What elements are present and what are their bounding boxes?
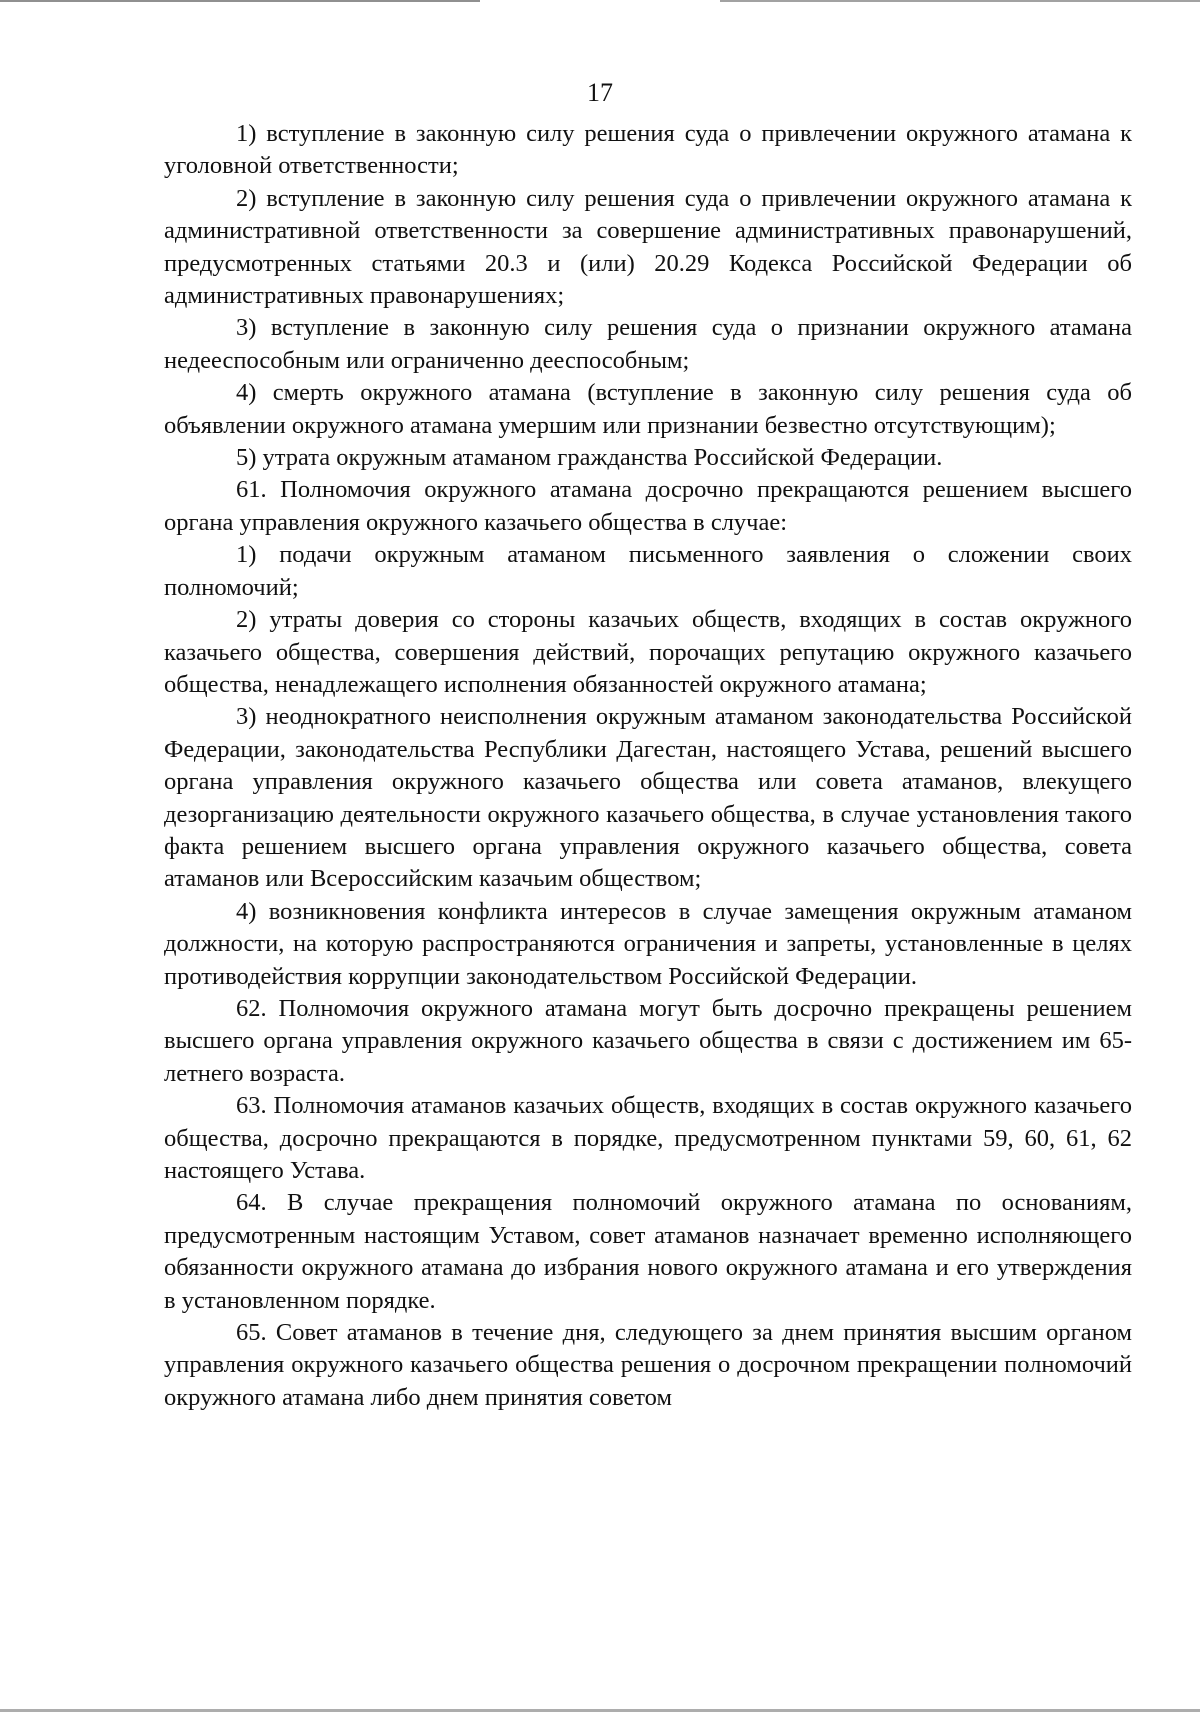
paragraph-item-5-citizenship: 5) утрата окружным атаманом гражданства Российской Федерации.	[236, 444, 943, 472]
paragraph-clause-61: 61. Полномочия окружного атамана досрочно прекращаются решением высшего органа управления окружного казачьего общества в случае:	[164, 476, 1132, 536]
paragraph-item-1-criminal: 1) вступление в законную силу решения суда о привлечении окружного атамана к уголовной ответственности;	[164, 120, 1132, 180]
paragraph-clause-65: 65. Совет атаманов в течение дня, следующего за днем принятия высшим органом управления окружного казачьего общества решения о досрочном прекращении полномочий окружного атамана либо днем принятия советом	[164, 1319, 1132, 1411]
paragraph-clause-62: 62. Полномочия окружного атамана могут быть досрочно прекращены решением высшего органа управления окружного казачьего общества в связи с достижением им 65-летнего возраста.	[164, 994, 1132, 1087]
paragraph-clause-63: 63. Полномочия атаманов казачьих обществ, входящих в состав окружного казачьего общества, досрочно прекращаются в порядке, предусмотренном пунктами 59, 60, 61, 62 настоящего Устава.	[164, 1092, 1132, 1184]
paragraph-item-2-administrative: 2) вступление в законную силу решения суда о привлечении окружного атамана к административной ответственности за совершение административных правонарушений, предусмотренных статьями 20.3 и (или) 20.29 Кодекса Российской Федерации об административных правонарушениях;	[164, 184, 1132, 310]
paragraph-item-3-incapacity: 3) вступление в законную силу решения суда о признании окружного атамана недееспособным или ограниченно дееспособным;	[164, 314, 1132, 374]
paragraph-61-item-2: 2) утраты доверия со стороны казачьих обществ, входящих в состав окружного казачьего общества, совершения действий, порочащих репутацию окружного казачьего общества, ненадлежащего исполнения обязанностей окружного атамана;	[164, 606, 1132, 698]
paragraph-61-item-4: 4) возникновения конфликта интересов в случае замещения окружным атаманом должности, на которую распространяются ограничения и запреты, установленные в целях противодействия коррупции законодательством Российской Федерации.	[164, 897, 1132, 990]
page-number: 17	[587, 78, 613, 107]
scan-edge-top	[0, 0, 1200, 2]
paragraph-61-item-3: 3) неоднократного неисполнения окружным атаманом законодательства Российской Федерации, законодательства Республики Дагестан, настоящего Устава, решений высшего органа управления окружного казачьего общества или совета атаманов, влекущего дезорганизацию деятельности окружного казачьего общества, в случае установления такого факта решением высшего органа управления окружного казачьего общества, совета атаманов или Всероссийским казачьим обществом;	[164, 703, 1132, 893]
paragraph-item-4-death: 4) смерть окружного атамана (вступление в законную силу решения суда об объявлении окружного атамана умершим или признании безвестно отсутствующим);	[164, 379, 1132, 439]
paragraph-61-item-1: 1) подачи окружным атаманом письменного заявления о сложении своих полномочий;	[164, 541, 1132, 601]
document-body	[164, 118, 1132, 1414]
paragraph-clause-64: 64. В случае прекращения полномочий окружного атамана по основаниям, предусмотренным настоящим Уставом, совет атаманов назначает временно исполняющего обязанности окружного атамана до избрания нового окружного атамана и его утверждения в установленном порядке.	[164, 1189, 1132, 1314]
